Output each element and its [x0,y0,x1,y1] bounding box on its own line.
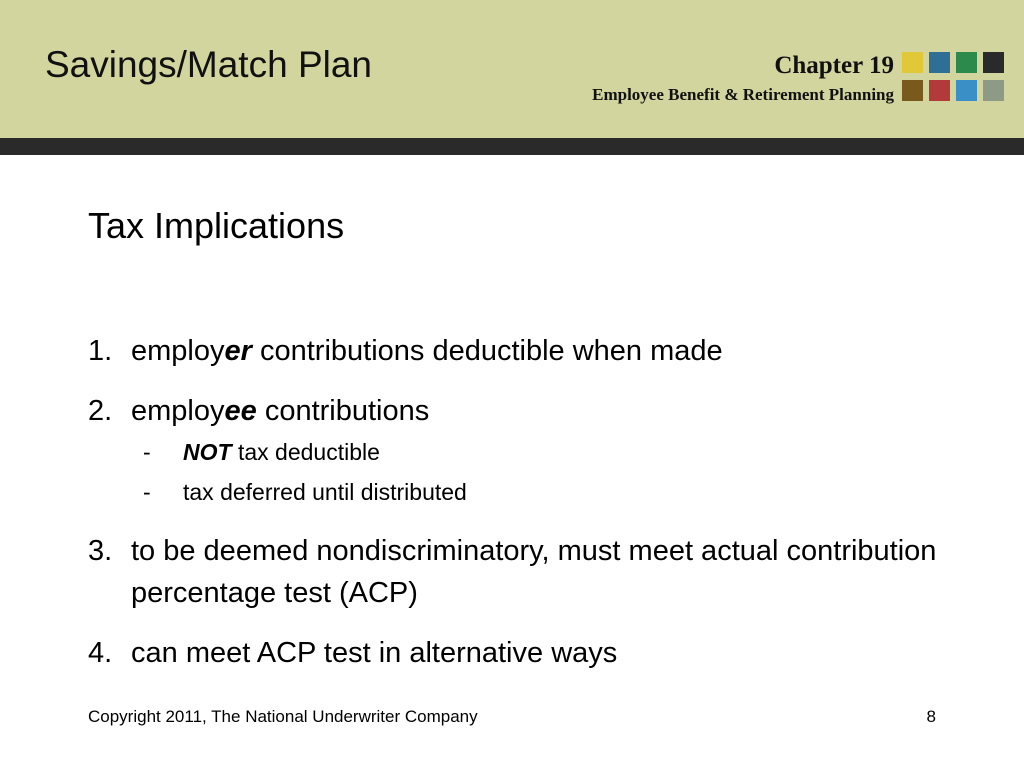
list-item-text: to be deemed nondiscriminatory, must meet actual contribution percentage test (ACP) [131,535,937,609]
list-item-emphasis: ee [224,395,257,427]
list-item [88,632,948,674]
numbered-list [88,330,948,674]
logo-square [983,52,1004,73]
sub-item-dash: - [143,479,151,505]
sub-item-emphasis: NOT [183,439,232,465]
sub-list-item [88,432,948,472]
section-title: Tax Implications [88,205,345,246]
logo-square [956,52,977,73]
list-item-number: 3. [88,535,113,567]
header-divider-bar [0,138,1024,155]
list-item-number: 1. [88,335,113,367]
page-number: 8 [926,707,936,726]
list-item-number: 2. [88,395,113,427]
list-item [88,330,948,372]
logo-square [929,80,950,101]
chapter-label: Chapter 19 [774,52,894,79]
logo-square [902,52,923,73]
list-item-prefix: employ [131,395,225,427]
list-item-text: can meet ACP test in alternative ways [131,637,618,669]
list-item-number: 4. [88,637,113,669]
color-squares-logo [902,52,1006,104]
list-item-emphasis: er [224,335,252,367]
logo-square [956,80,977,101]
list-item [88,390,948,432]
sub-list-item [88,472,948,512]
sub-item-dash: - [143,439,151,465]
list-item-text: contributions deductible when made [251,335,723,367]
list-item-text: contributions [256,395,430,427]
copyright-footer: Copyright 2011, The National Underwriter Company [88,707,478,726]
slide-title: Savings/Match Plan [45,44,373,85]
sub-item-text: tax deferred until distributed [183,479,467,505]
logo-square [902,80,923,101]
slide-header [0,0,1024,138]
list-item [88,530,948,614]
sub-item-text: tax deductible [231,439,380,465]
chapter-subtitle: Employee Benefit & Retirement Planning [592,85,894,104]
logo-square [983,80,1004,101]
logo-square [929,52,950,73]
list-item-prefix: employ [131,335,225,367]
